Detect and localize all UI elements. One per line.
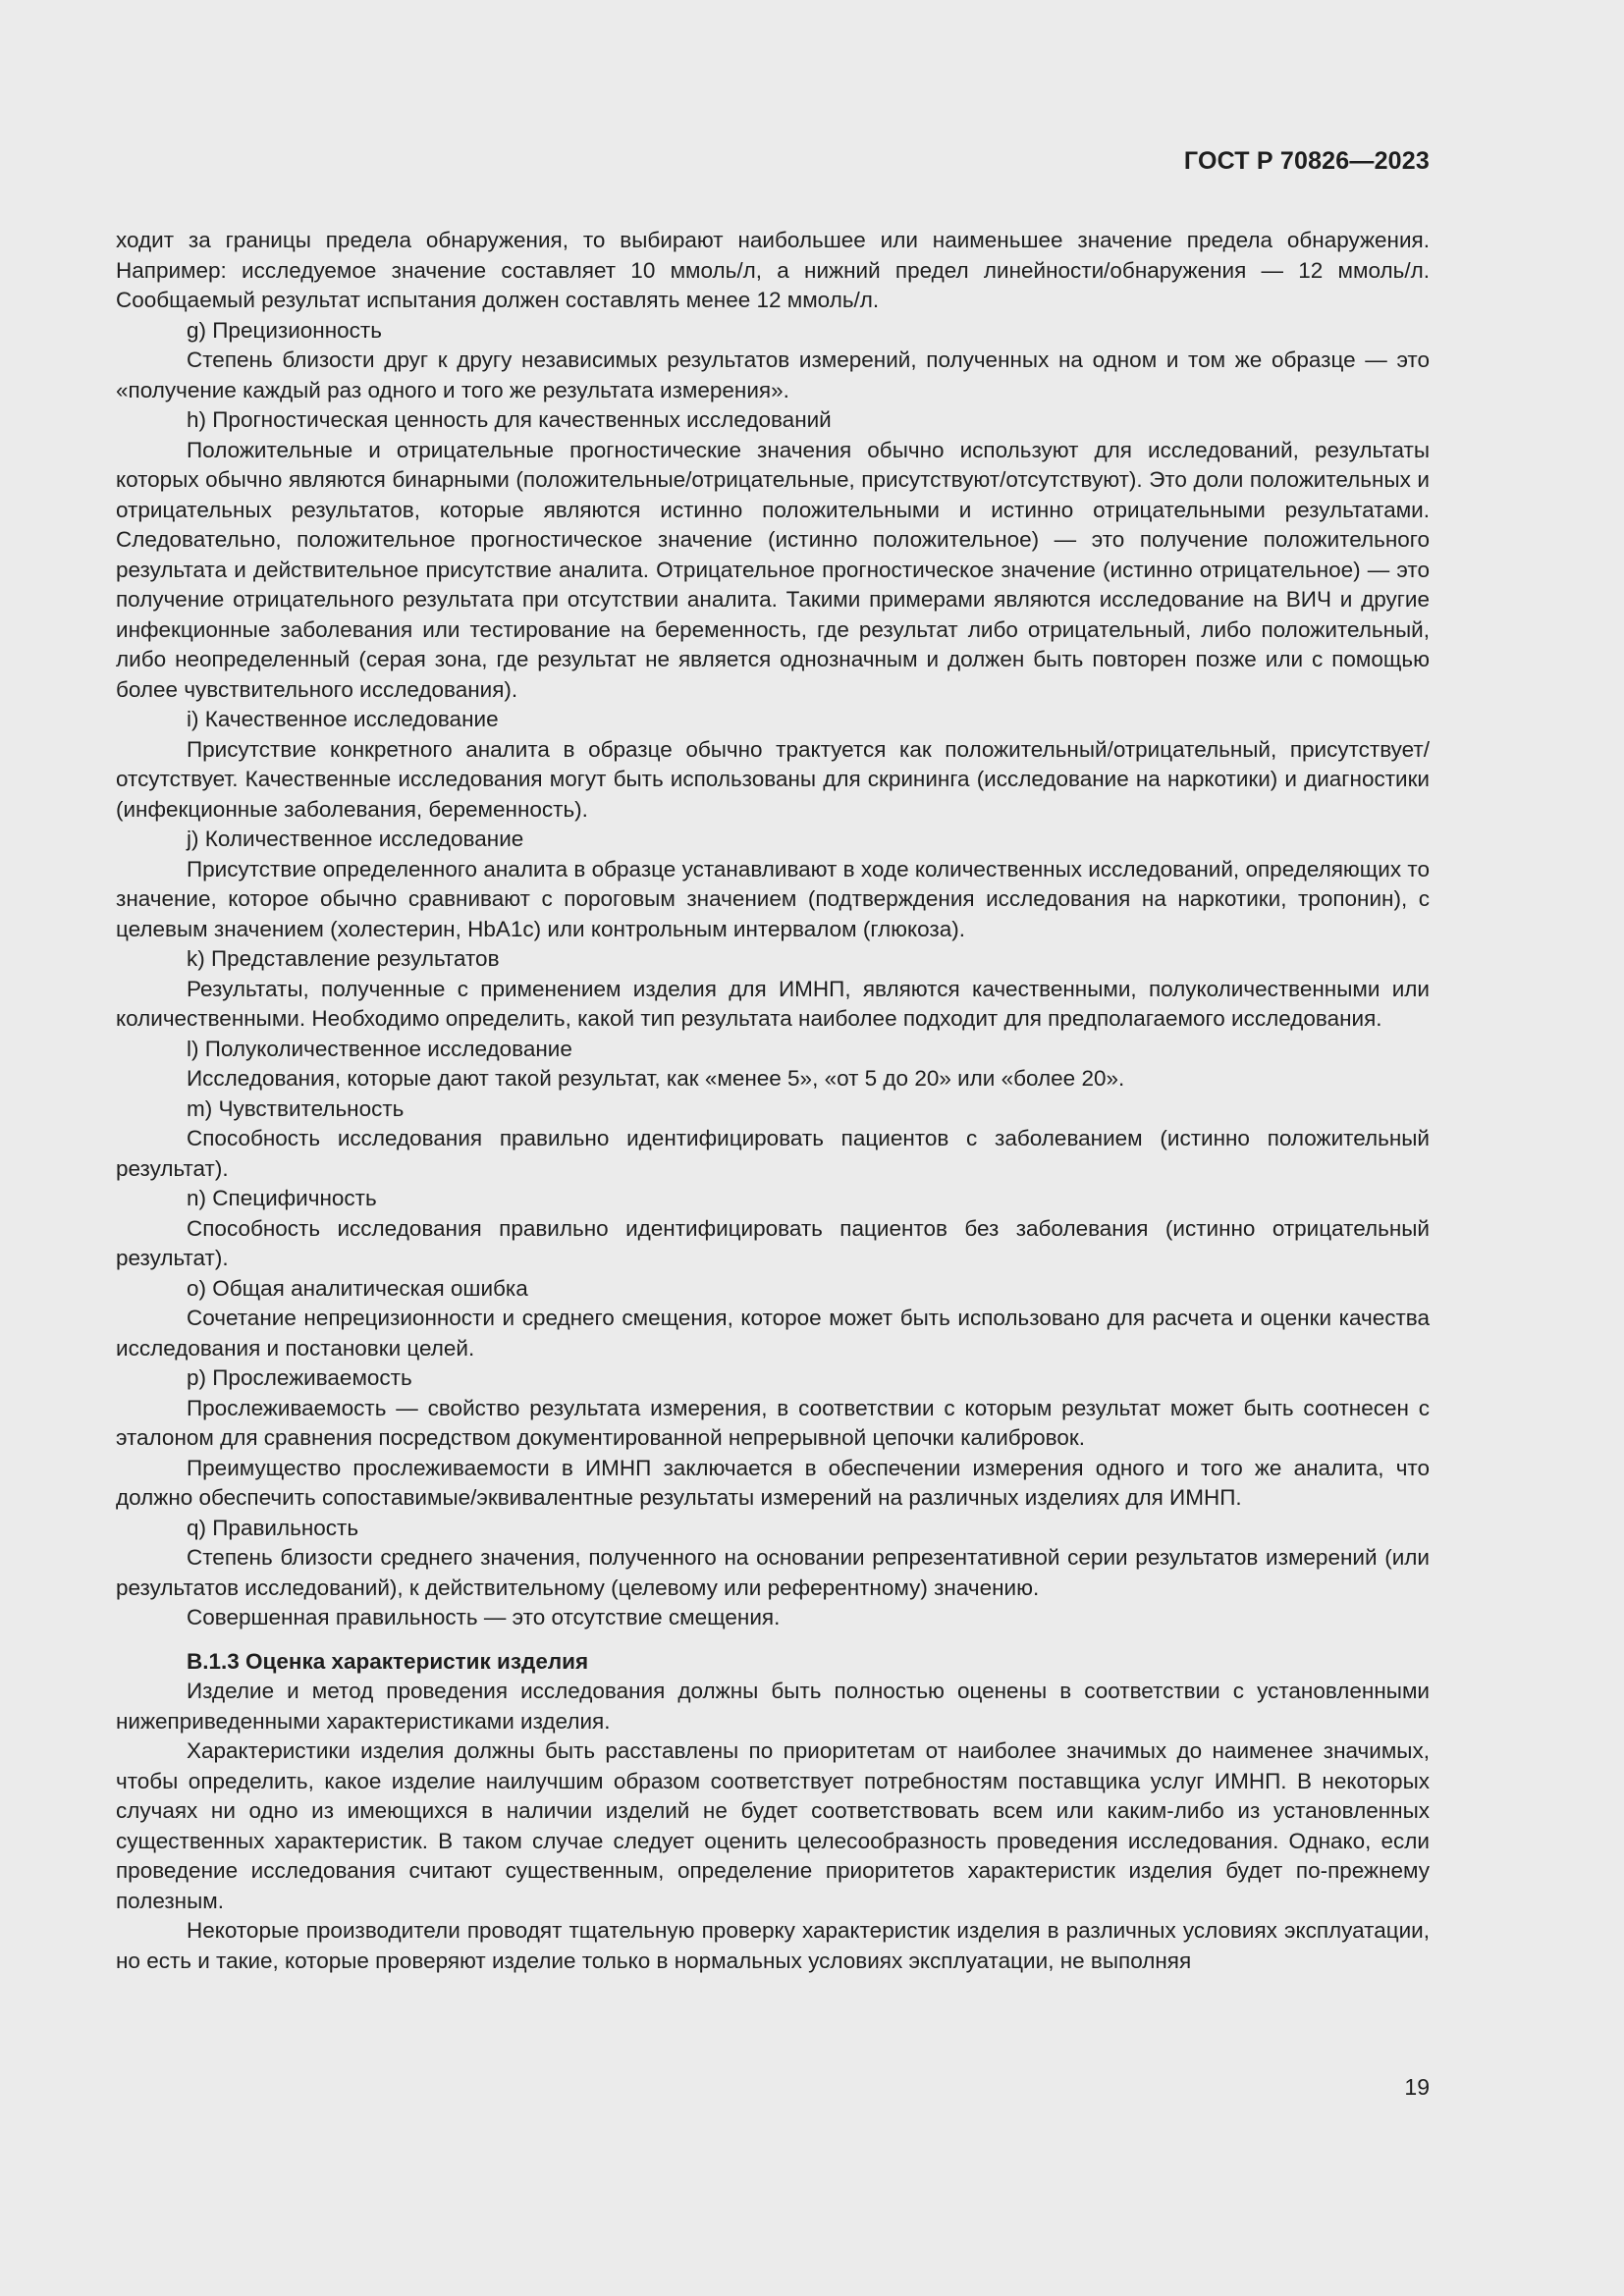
paragraph: g) Прецизионность [187,317,382,343]
document-header: ГОСТ Р 70826—2023 [1183,147,1430,175]
paragraph: Присутствие конкретного аналита в образце обычно трактуется как положительный/отрицательный, присутствует/отсутствует. Качественные исследования могут быть использованы для скрининга (исследование на наркотики) и диагностики (инфекционные заболевания, беременность). [116,736,1430,822]
paragraph: Характеристики изделия должны быть расставлены по приоритетам от наиболее значимых до наименее значимых, чтобы определить, какое изделие наилучшим образом соответствует потребностям поставщика услуг ИМНП. В некоторых случаях ни одно из имеющихся в наличии изделий не будет соответствовать всем или каким-либо из установленных существенных характеристик. В таком случае следует оценить целесообразность проведения исследования. Однако, если проведение исследования считают существенным, определение приоритетов характеристик изделия будет по-прежнему полезным. [116,1738,1430,1913]
page-number: 19 [1404,2074,1430,2100]
paragraph: Степень близости друг к другу независимых результатов измерений, полученных на одном и том же образце — это «получение каждый раз одного и того же результата измерения». [116,347,1430,402]
paragraph: Прослеживаемость — свойство результата измерения, в соответствии с которым результат может быть соотнесен с эталоном для сравнения посредством документированной непрерывной цепочки калибровок. [116,1395,1430,1450]
paragraph: Исследования, которые дают такой результат, как «менее 5», «от 5 до 20» или «более 20». [187,1066,1125,1091]
paragraph: p) Прослеживаемость [187,1365,412,1390]
paragraph: Присутствие определенного аналита в образце устанавливают в ходе количественных исследований, определяющих то значение, которое обычно сравнивают с пороговым значением (подтверждения исследования на наркотики, тропонин), с целевым значением (холестерин, HbA1c) или контрольным интервалом (глюкоза). [116,856,1430,941]
paragraph: Положительные и отрицательные прогностические значения обычно используют для исследований, результаты которых обычно являются бинарными (положительные/отрицательные, присутствуют/отсутствуют). Это доли положительных и отрицательных результатов, которые являются истинно положительными и истинно отрицательными результатами. Следовательно, положительное прогностическое значение (истинно положительное) — это получение положительного результата и действительное присутствие аналита. Отрицательное прогностическое значение (истинно отрицательное) — это получение отрицательного результата при отсутствии аналита. Такими примерами являются исследование на ВИЧ и другие инфекционные заболевания или тестирование на беременность, где результат либо отрицательный, либо положительный, либо неопределенный (серая зона, где результат не является однозначным и должен быть повторен позже или с помощью более чувствительного исследования). [116,437,1430,702]
paragraph: Степень близости среднего значения, полученного на основании репрезентативной серии результатов измерений (или результатов исследований), к действительному (целевому или референтному) значению. [116,1545,1430,1600]
paragraph: i) Качественное исследование [187,707,499,731]
paragraph: Сочетание непрецизионности и среднего смещения, которое может быть использовано для расчета и оценки качества исследования и постановки целей. [116,1306,1430,1361]
paragraph: Результаты, полученные с применением изделия для ИМНП, являются качественными, полуколичественными или количественными. Необходимо определить, какой тип результата наиболее подходит для предполагаемого исследования. [116,976,1430,1031]
paragraph: k) Представление результатов [187,946,500,971]
paragraph: Некоторые производители проводят тщательную проверку характеристик изделия в различных условиях эксплуатации, но есть и такие, которые проверяют изделие только в нормальных условиях эксплуатации, не выполняя [116,1918,1430,1973]
paragraph: l) Полуколичественное исследование [187,1036,572,1061]
paragraph: n) Специфичность [187,1186,377,1210]
paragraph: Изделие и метод проведения исследования должны быть полностью оценены в соответствии с установленными нижеприведенными характеристиками изделия. [116,1679,1430,1734]
paragraph: j) Количественное исследование [187,827,524,851]
document-body [116,226,1430,1976]
paragraph: m) Чувствительность [187,1095,405,1121]
paragraph: Преимущество прослеживаемости в ИМНП заключается в обеспечении измерения одного и того же аналита, что должно обеспечить сопоставимые/эквивалентные результаты измерений на различных изделиях для ИМНП. [116,1455,1430,1510]
paragraph: h) Прогностическая ценность для качественных исследований [187,407,832,432]
paragraph: q) Правильность [187,1515,359,1540]
paragraph: Способность исследования правильно идентифицировать пациентов с заболеванием (истинно положительный результат). [116,1126,1430,1181]
paragraph: Способность исследования правильно идентифицировать пациентов без заболевания (истинно отрицательный результат). [116,1215,1430,1270]
section-heading: В.1.3 Оценка характеристик изделия [187,1648,589,1674]
paragraph: Совершенная правильность — это отсутствие смещения. [187,1605,781,1629]
paragraph: o) Общая аналитическая ошибка [187,1275,528,1301]
paragraph: ходит за границы предела обнаружения, то выбирают наибольшее или наименьшее значение предела обнаружения. Например: исследуемое значение составляет 10 ммоль/л, а нижний предел линейности/обнаружения — 12 ммоль/л. Сообщаемый результат испытания должен составлять менее 12 ммоль/л. [116,228,1430,312]
